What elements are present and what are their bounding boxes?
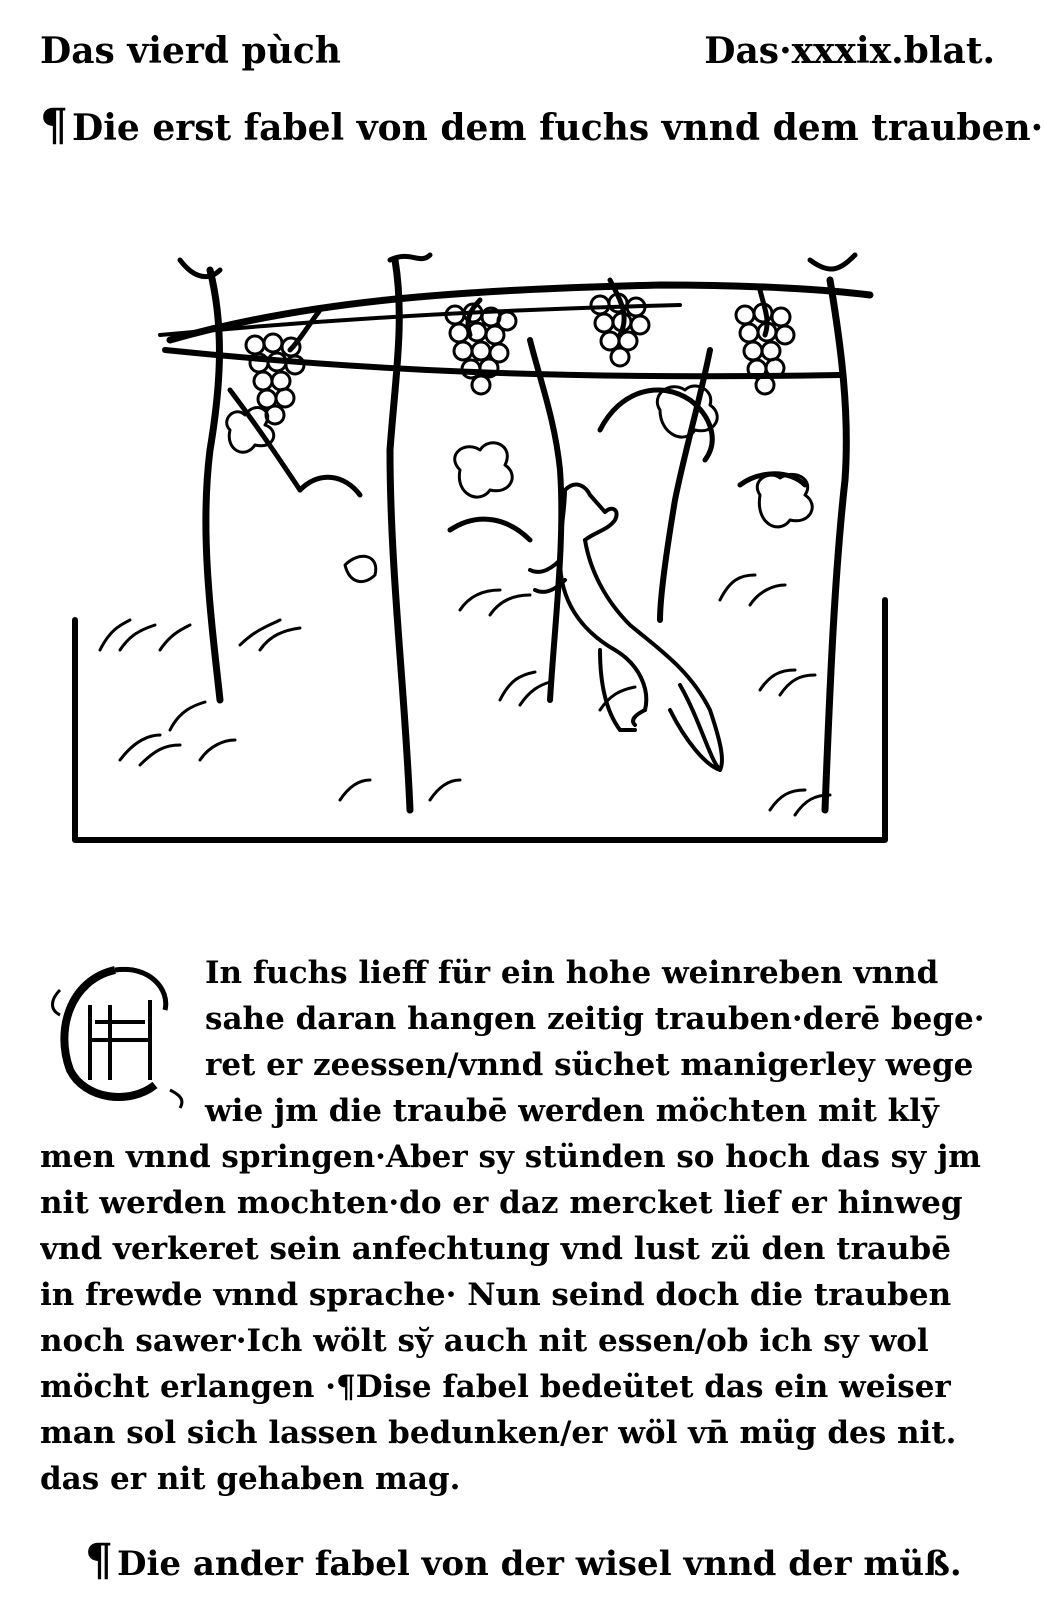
decorated-initial-e [40,950,190,1110]
book-running-head: Das vierd pùch [40,30,341,72]
fox-and-grapes-woodcut [60,240,910,880]
body-line: ret er zeessen/vnnd süchet manigerley wege [205,1047,974,1083]
next-fable-title-text: Die ander fabel von der wisel vnnd der müß. [117,1544,962,1584]
body-line: möcht erlangen ·¶Dise fabel bedeütet das ein weiser [40,1369,951,1405]
pilcrow-mark: ¶ [40,100,68,151]
body-line: in frewde vnnd sprache· Nun seind doch die trauben [40,1277,952,1313]
pilcrow-mark: ¶ [85,1535,113,1586]
fable-title-text: Die erst fabel von dem fuchs vnnd dem trauben· [72,107,1044,149]
grape-cluster [446,304,516,394]
folio-number: Das·xxxix.blat. [704,30,995,72]
body-line: sahe daran hangen zeitig trauben·derē bege· [205,1001,985,1037]
body-line: vnd verkeret sein anfechtung vnd lust zü den traubē [40,1231,951,1267]
body-line: In fuchs lieff für ein hohe weinreben vnnd [205,955,939,991]
fable-body [40,950,990,1502]
body-line: men vnnd springen·Aber sy stünden so hoch das sy jm [40,1139,981,1175]
body-line: noch sawer·Ich wölt sy̆ auch nit essen/ob ich sy wol [40,1323,929,1359]
body-line: nit werden mochten·do er daz mercket lief er hinweg [40,1185,963,1221]
body-line: das er nit gehaben mag. [40,1461,461,1497]
page-header [40,30,995,80]
body-line: wie jm die traubē werden möchten mit klȳ [205,1093,939,1129]
fable-title [40,100,1043,151]
next-fable-title [85,1535,962,1586]
body-line: man sol sich lassen bedunken/er wöl vn̄ müg des nit. [40,1415,957,1451]
